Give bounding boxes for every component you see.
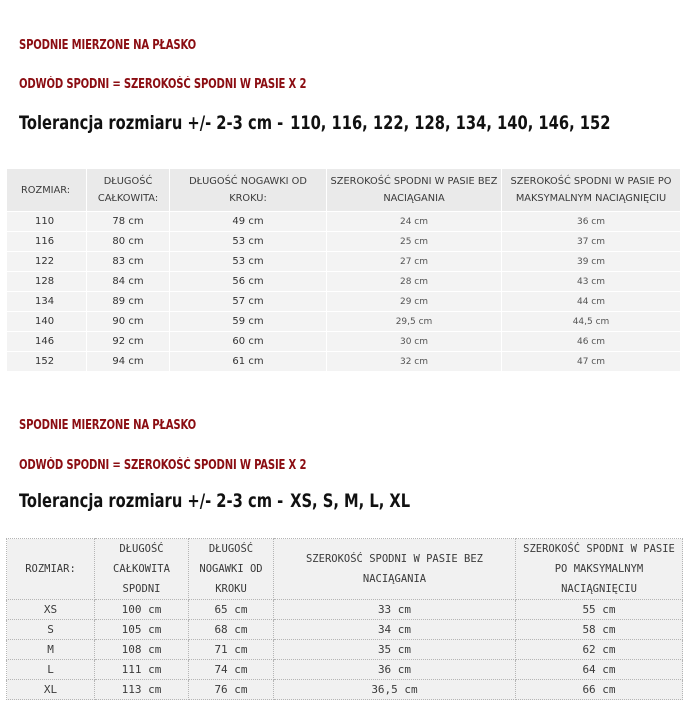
cell-total-length: 108 cm: [95, 640, 189, 660]
table-header-row: [7, 169, 681, 211]
cell-inseam: 60 cm: [170, 331, 327, 351]
cell-total-length: 113 cm: [95, 680, 189, 700]
table-row: [7, 620, 683, 640]
cell-size: XS: [7, 600, 95, 620]
cell-inseam: 74 cm: [189, 660, 274, 680]
cell-waist-relaxed: 27 cm: [327, 251, 502, 271]
cell-inseam: 71 cm: [189, 640, 274, 660]
cell-total-length: 83 cm: [87, 251, 170, 271]
measure-flat-heading-1: SPODNIE MIERZONE NA PŁASKO: [19, 38, 196, 53]
cell-total-length: 94 cm: [87, 351, 170, 371]
cell-waist-relaxed: 35 cm: [274, 640, 516, 660]
cell-waist-stretched: 36 cm: [502, 211, 681, 231]
cell-waist-stretched: 55 cm: [516, 600, 683, 620]
cell-waist-relaxed: 33 cm: [274, 600, 516, 620]
table-row: [7, 660, 683, 680]
cell-total-length: 78 cm: [87, 211, 170, 231]
cell-total-length: 89 cm: [87, 291, 170, 311]
cell-waist-stretched: 46 cm: [502, 331, 681, 351]
cell-size: M: [7, 640, 95, 660]
table-row: [7, 211, 681, 231]
cell-total-length: 105 cm: [95, 620, 189, 640]
header-total-length: DŁUGOŚĆ CAŁKOWITA:: [87, 169, 170, 211]
cell-waist-relaxed: 34 cm: [274, 620, 516, 640]
cell-total-length: 92 cm: [87, 331, 170, 351]
header-size: ROZMIAR:: [7, 169, 87, 211]
cell-waist-relaxed: 28 cm: [327, 271, 502, 291]
cell-size: 152: [7, 351, 87, 371]
cell-total-length: 100 cm: [95, 600, 189, 620]
table-row: [7, 251, 681, 271]
table-row: [7, 271, 681, 291]
cell-size: 122: [7, 251, 87, 271]
cell-inseam: 68 cm: [189, 620, 274, 640]
header-waist-relaxed: SZEROKOŚĆ SPODNI W PASIE BEZ NACIĄGANIA: [274, 539, 516, 600]
cell-size: S: [7, 620, 95, 640]
cell-size: 134: [7, 291, 87, 311]
header-size: ROZMIAR:: [7, 539, 95, 600]
tolerance-label-2: Tolerancja rozmiaru +/- 2-3 cm -: [19, 490, 284, 512]
cell-waist-relaxed: 25 cm: [327, 231, 502, 251]
cell-waist-stretched: 66 cm: [516, 680, 683, 700]
table-row: [7, 351, 681, 371]
measure-flat-heading-2: SPODNIE MIERZONE NA PŁASKO: [19, 418, 196, 433]
cell-inseam: 56 cm: [170, 271, 327, 291]
tolerance-sizes-1: 110, 116, 122, 128, 134, 140, 146, 152: [290, 112, 611, 134]
table-row: [7, 231, 681, 251]
table-row: [7, 331, 681, 351]
cell-waist-relaxed: 29,5 cm: [327, 311, 502, 331]
cell-waist-relaxed: 29 cm: [327, 291, 502, 311]
waist-formula-heading-1: ODWÓD SPODNI = SZEROKOŚĆ SPODNI W PASIE X 2: [19, 77, 307, 92]
cell-inseam: 53 cm: [170, 231, 327, 251]
cell-waist-stretched: 47 cm: [502, 351, 681, 371]
table-row: [7, 680, 683, 700]
cell-waist-relaxed: 24 cm: [327, 211, 502, 231]
cell-size: 140: [7, 311, 87, 331]
cell-waist-relaxed: 36,5 cm: [274, 680, 516, 700]
table-header-row: [7, 539, 683, 600]
cell-inseam: 49 cm: [170, 211, 327, 231]
cell-size: XL: [7, 680, 95, 700]
cell-waist-stretched: 64 cm: [516, 660, 683, 680]
size-table-adults: [6, 538, 683, 700]
cell-size: L: [7, 660, 95, 680]
table-row: [7, 311, 681, 331]
header-waist-stretched: SZEROKOŚĆ SPODNI W PASIE PO MAKSYMALNYM NACIĄGNIĘCIU: [502, 169, 681, 211]
header-waist-relaxed: SZEROKOŚĆ SPODNI W PASIE BEZ NACIĄGANIA: [327, 169, 502, 211]
table-row: [7, 600, 683, 620]
cell-waist-stretched: 44,5 cm: [502, 311, 681, 331]
waist-formula-heading-2: ODWÓD SPODNI = SZEROKOŚĆ SPODNI W PASIE X 2: [19, 458, 307, 473]
cell-waist-stretched: 58 cm: [516, 620, 683, 640]
cell-total-length: 90 cm: [87, 311, 170, 331]
cell-waist-stretched: 39 cm: [502, 251, 681, 271]
size-table-kids: [7, 169, 681, 371]
cell-inseam: 65 cm: [189, 600, 274, 620]
cell-inseam: 59 cm: [170, 311, 327, 331]
tolerance-line-2: [19, 490, 410, 512]
cell-size: 116: [7, 231, 87, 251]
cell-size: 146: [7, 331, 87, 351]
cell-waist-stretched: 37 cm: [502, 231, 681, 251]
cell-waist-stretched: 43 cm: [502, 271, 681, 291]
header-waist-stretched: SZEROKOŚĆ SPODNI W PASIE PO MAKSYMALNYM NACIĄGNIĘCIU: [516, 539, 683, 600]
cell-size: 128: [7, 271, 87, 291]
cell-waist-stretched: 44 cm: [502, 291, 681, 311]
cell-inseam: 53 cm: [170, 251, 327, 271]
cell-inseam: 61 cm: [170, 351, 327, 371]
cell-waist-stretched: 62 cm: [516, 640, 683, 660]
header-total-length: DŁUGOŚĆ CAŁKOWITA SPODNI: [95, 539, 189, 600]
cell-inseam: 76 cm: [189, 680, 274, 700]
tolerance-line-1: [19, 112, 611, 134]
cell-size: 110: [7, 211, 87, 231]
header-inseam: DŁUGOŚĆ NOGAWKI OD KROKU: [189, 539, 274, 600]
cell-waist-relaxed: 30 cm: [327, 331, 502, 351]
cell-total-length: 84 cm: [87, 271, 170, 291]
cell-total-length: 111 cm: [95, 660, 189, 680]
table-row: [7, 291, 681, 311]
cell-inseam: 57 cm: [170, 291, 327, 311]
tolerance-label-1: Tolerancja rozmiaru +/- 2-3 cm -: [19, 112, 284, 134]
cell-waist-relaxed: 36 cm: [274, 660, 516, 680]
cell-total-length: 80 cm: [87, 231, 170, 251]
tolerance-sizes-2: XS, S, M, L, XL: [290, 490, 411, 512]
header-inseam: DŁUGOŚĆ NOGAWKI OD KROKU:: [170, 169, 327, 211]
cell-waist-relaxed: 32 cm: [327, 351, 502, 371]
table-row: [7, 640, 683, 660]
